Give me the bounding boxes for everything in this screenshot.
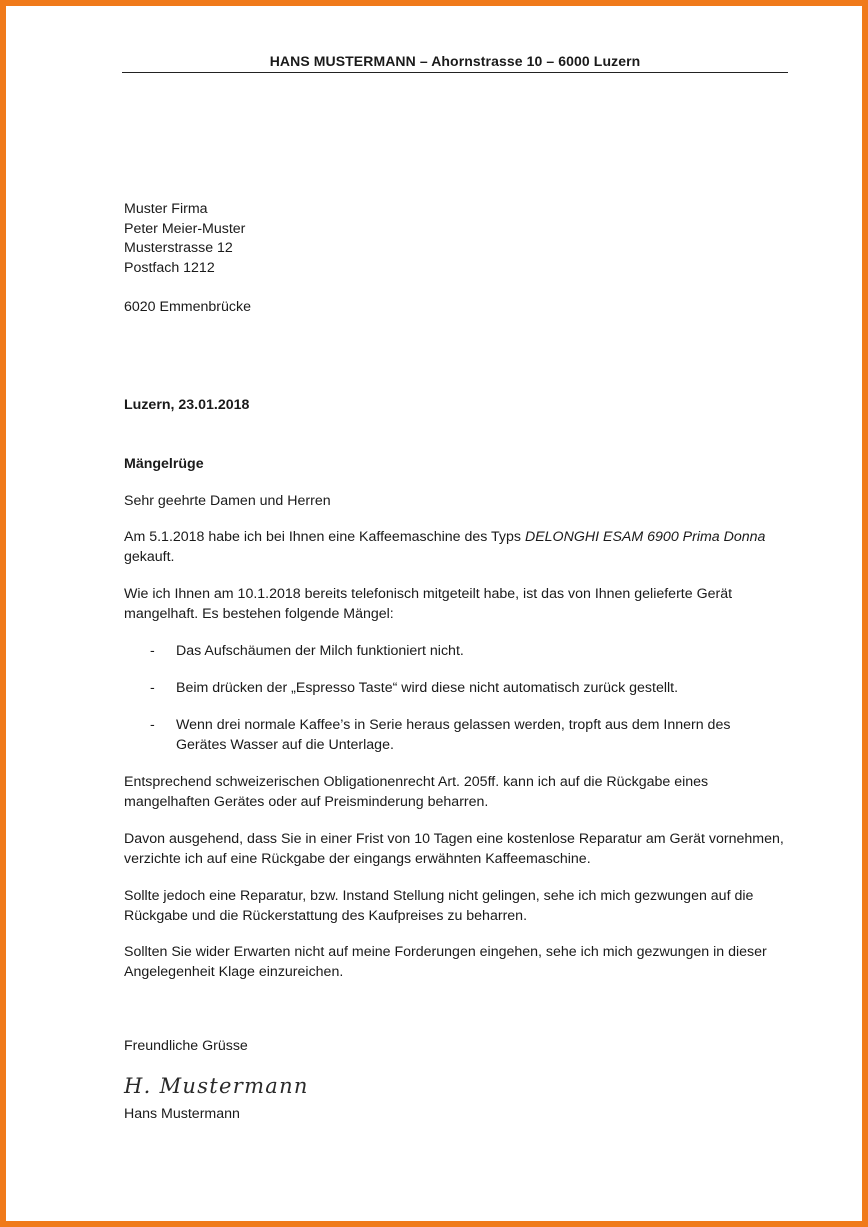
paragraph-repair-deadline: Davon ausgehend, dass Sie in einer Frist von 10 Tagen eine kostenlose Reparatur am Gerät vornehmen, verzichte ich auf eine Rückgabe der eingangs erwähnten Kaffeemaschine.: [124, 831, 784, 867]
closing-greeting: Freundliche Grüsse: [124, 1038, 248, 1054]
date-line: Luzern, 23.01.2018: [124, 397, 250, 413]
paragraph-purchase: [124, 528, 784, 567]
paragraph-refund: Sollte jedoch eine Reparatur, bzw. Instand Stellung nicht gelingen, sehe ich mich gezwungen auf die Rückgabe und die Rückerstattung des Kaufpreises zu beharren.: [124, 888, 754, 924]
recipient-city: 6020 Emmenbrücke: [124, 299, 251, 315]
paragraph-defects-intro: Wie ich Ihnen am 10.1.2018 bereits telefonisch mitgeteilt habe, ist das von Ihnen gelieferte Gerät mangelhaft. Es bestehen folgende Mängel:: [124, 586, 733, 622]
recipient-street: Musterstrasse 12: [124, 240, 233, 256]
paragraph-legal-basis: Entsprechend schweizerischen Obligationenrecht Art. 205ff. kann ich auf die Rückgabe eines mangelhaften Gerätes oder auf Preisminderung beharren.: [124, 774, 709, 810]
defect-item: Wenn drei normale Kaffee’s in Serie heraus gelassen werden, tropft aus dem Innern des Gerätes Wasser auf die Unterlage.: [176, 717, 731, 753]
recipient-company: Muster Firma: [124, 201, 208, 217]
bullet-marker: -: [150, 680, 155, 696]
header-divider: [122, 72, 788, 73]
handwritten-signature: H. Mustermann: [124, 1074, 309, 1098]
bullet-marker: -: [150, 717, 155, 733]
signature-name: Hans Mustermann: [124, 1106, 240, 1122]
bullet-marker: -: [150, 643, 155, 659]
salutation: Sehr geehrte Damen und Herren: [124, 493, 331, 509]
recipient-address: [124, 200, 245, 278]
sender-header: HANS MUSTERMANN – Ahornstrasse 10 – 6000 Luzern: [269, 53, 641, 69]
purchase-text-end: gekauft.: [124, 548, 175, 565]
defect-item: Das Aufschäumen der Milch funktioniert nicht.: [176, 643, 464, 659]
defect-item: Beim drücken der „Espresso Taste“ wird diese nicht automatisch zurück gestellt.: [176, 680, 679, 696]
paragraph-legal-action: Sollten Sie wider Erwarten nicht auf meine Forderungen eingehen, sehe ich mich gezwungen in dieser Angelegenheit Klage einzureichen.: [124, 944, 767, 980]
product-name: DELONGHI ESAM 6900 Prima Donna: [524, 529, 766, 545]
recipient-postbox: Postfach 1212: [124, 259, 215, 276]
recipient-person: Peter Meier-Muster: [124, 220, 246, 237]
purchase-text: Am 5.1.2018 habe ich bei Ihnen eine Kaffeemaschine des Typs: [124, 529, 525, 545]
subject-line: Mängelrüge: [124, 456, 204, 472]
